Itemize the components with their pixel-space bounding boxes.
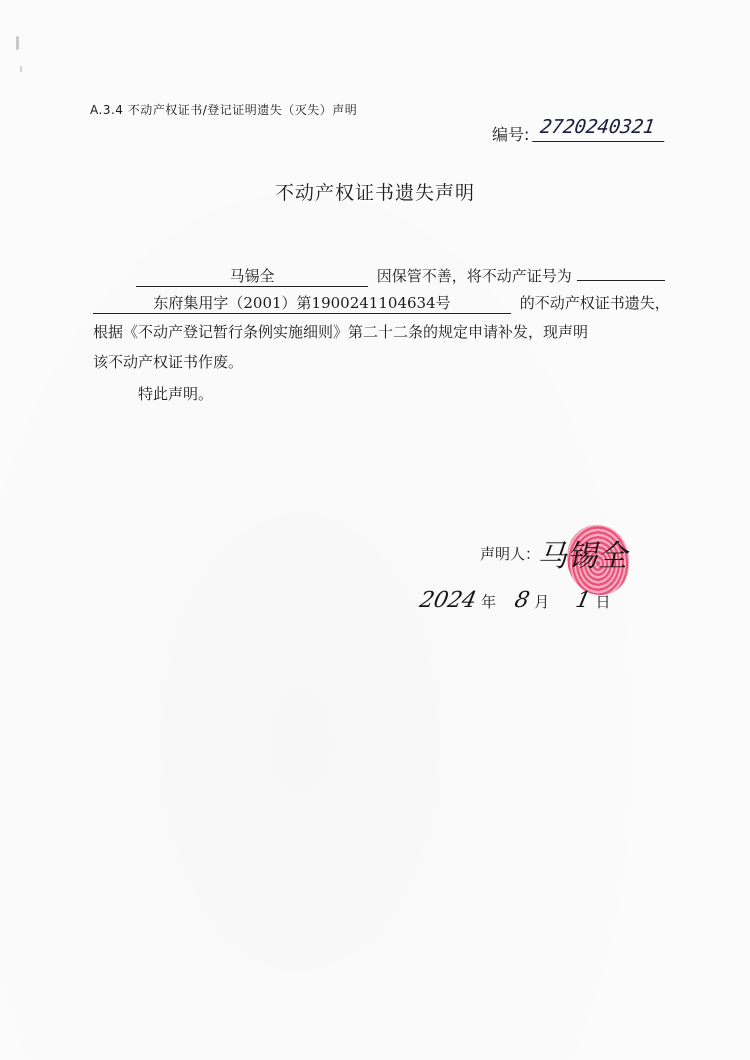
- body-line: 该不动产权证书作废。: [93, 353, 244, 371]
- closing-line: 特此声明。: [138, 385, 214, 403]
- number-value: 2720240321: [532, 116, 668, 142]
- date-year: 2024: [417, 588, 479, 613]
- scan-artifact: [20, 66, 22, 72]
- signer-label: 声明人：: [480, 545, 541, 563]
- body-text-segment: 因保管不善，将不动产证号为: [376, 267, 572, 285]
- section-heading: A.3.4 不动产权证书/登记证明遗失（灭失）声明: [90, 103, 358, 117]
- scan-artifact: [16, 36, 19, 50]
- signature-date: [417, 588, 611, 624]
- date-month: 8: [512, 588, 532, 613]
- number-label: 编号:: [492, 125, 530, 144]
- date-year-unit: 年: [481, 593, 497, 611]
- document-number: [492, 118, 682, 148]
- body-line: [93, 289, 670, 318]
- body-text-segment: 的不动产权证书遗失，: [519, 294, 670, 312]
- body-line: 根据《不动产登记暂行条例实施细则》第二十二条的规定申请补发，现声明: [93, 323, 589, 341]
- body-line: [136, 260, 665, 291]
- document-title: 不动产权证书遗失声明: [274, 182, 475, 204]
- handwritten-signature: 马锡全: [535, 539, 633, 574]
- date-day-unit: 日: [595, 593, 611, 611]
- owner-name-field: 马锡全: [136, 266, 368, 287]
- cert-number-field: 东府集用字（2001）第1900241104634号: [93, 293, 511, 314]
- blank-underline: [577, 260, 665, 281]
- date-month-unit: 月: [534, 593, 550, 611]
- date-day: 1: [573, 588, 594, 613]
